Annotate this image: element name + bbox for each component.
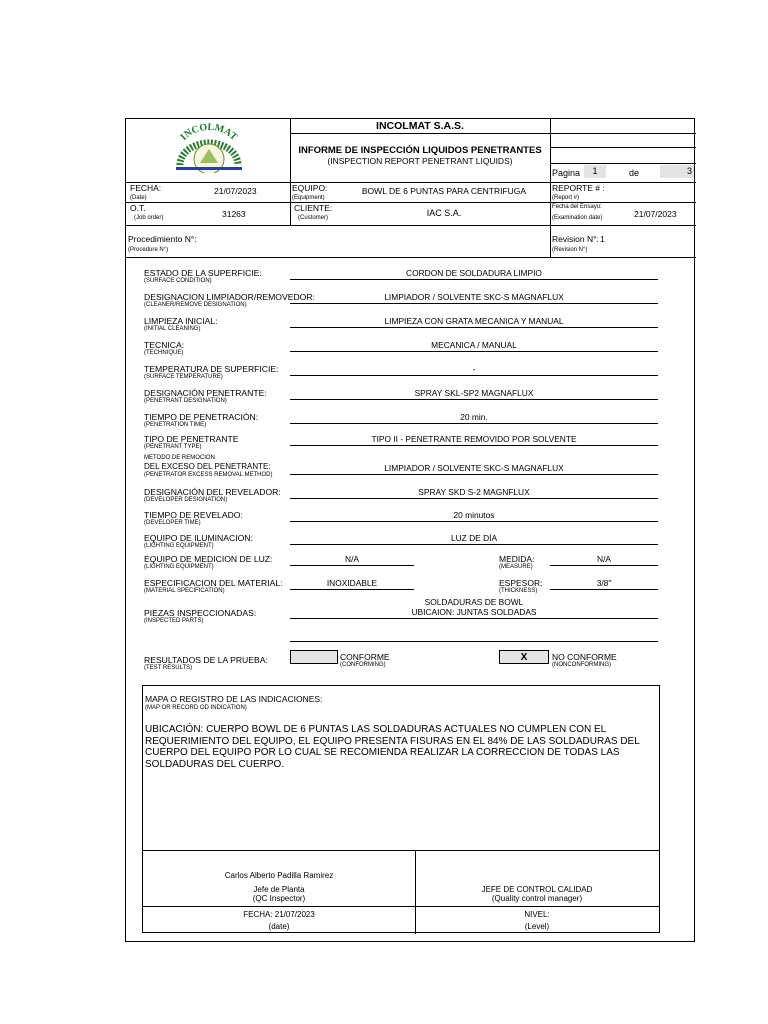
ot-sub: (Job order) [134,215,164,221]
field-label: ESTADO DE LA SUPERFICIE: (SURFACE CONDITION) [144,268,262,284]
equipo-sub: (Equipment) [292,195,325,201]
fecha-ensayo-sub: (Examination date) [552,215,603,221]
fecha-ensayo-label: Fecha del Ensayo: [552,204,602,210]
fecha-label: FECHA: [130,183,162,193]
field-label: LIMPIEZA INICIAL: (INITIAL CLEANING) [144,316,218,332]
mapa-text: UBICACIÓN: CUERPO BOWL DE 6 PUNTAS LAS SOLDADURAS ACTUALES NO CUMPLEN CON EL REQUERIMIENTO DEL EQUIPO, EL EQUIPO PRESENTA FISURAS EN EL 84% DE LAS SOLDADURAS DEL CUERPO DEL EQUIPO POR LO CUAL SE RECOMIENDA REALIZAR LA CORRECCION DE TODAS LAS SOLDADURAS DEL CUERPO. [145,724,640,770]
revision-label: Revision N°: [552,234,599,244]
field-label: EQUIPO DE ILUMINACION: (LIGHTING EQUIPMENT) [144,533,253,549]
field-label: DESIGNACIÓN PENETRANTE: (PENETRANT DESIGNATION) [144,388,267,404]
field-value: CORDON DE SOLDADURA LIMPIO [406,268,542,278]
piezas-label: PIEZAS INSPECCIONADAS: (INSPECTED PARTS) [144,608,257,624]
company-name: INCOLMAT S.A.S. [376,120,464,132]
reporte-sub: (Report #) [552,195,580,201]
field-label: TIEMPO DE PENETRACIÓN: (PENETRATION TIME) [144,412,259,428]
field-value: LIMPIADOR / SOLVENTE SKC-S MAGNAFLUX [384,292,564,302]
no-conforme-checkbox[interactable]: X [499,650,549,664]
report-subtitle: (INSPECTION REPORT PENETRANT LIQUIDS) [327,156,513,166]
reporte-label: REPORTE # : [552,183,605,193]
revision-value: 1 [600,234,605,244]
field-value: MECANICA / MANUAL [431,340,517,350]
nivel-sub: (Level) [524,922,550,931]
field-label: DESIGNACION LIMPIADOR/REMOVEDOR: (CLEANER/REMOVE DESIGNATION) [144,292,315,308]
metodo-label: METODO DE REMOCION DEL EXCESO DEL PENETRANTE: (PENETRATOR EXCESS REMOVAL METHOD) [144,455,273,478]
inspector-role: Jefe de Planta [253,885,305,894]
inspection-report-form [125,118,695,942]
piezas-value-1: SOLDADURAS DE BOWL [424,597,524,607]
incolmat-logo [164,123,254,173]
piezas-value-2: UBICAION: JUNTAS SOLDADAS [411,607,537,617]
mapa-sub: (MAP OR RECORD OD INDICATION) [145,705,247,711]
inspector-role-sub: (QC Inspector) [252,894,306,903]
field-label: TEMPERATURA DE SUPERFICIE: (SURFACE TEMPERATURE) [144,364,279,380]
logo-text: INCOLMAT [178,123,240,143]
luz-value: N/A [345,554,359,564]
field-value: SPRAY SKL-SP2 MAGNAFLUX [414,388,534,398]
field-value: 20 min. [460,412,488,422]
espesor-label: ESPESOR: (THICKNESS) [499,578,543,594]
cliente-label: CLIENTE: [294,203,333,213]
espesor-value: 3/8" [596,578,612,588]
nivel-label: NIVEL: [524,910,550,919]
firma-fecha: FECHA: 21/07/2023 [243,910,315,919]
fecha-ensayo-value: 21/07/2023 [634,209,677,219]
field-label: DESIGNACIÓN DEL REVELADOR: (DEVELOPER DESIGNATION) [144,487,281,503]
field-value: LIMPIEZA CON GRATA MECANICA Y MANUAL [384,316,564,326]
indications-box [142,685,660,933]
ot-value: 31263 [222,209,246,219]
revision-sub: (Revision N°) [552,247,588,253]
equipo-label: EQUIPO: [292,183,328,193]
equipo-value: BOWL DE 6 PUNTAS PARA CENTRIFUGA [361,186,527,196]
ot-label: O.T. [130,203,146,213]
procedimiento-sub: (Procedure N°) [128,247,169,253]
pagina-number: 1 [584,165,606,178]
procedimiento-label: Procedimiento N°: [128,234,197,244]
de-label: de [629,168,640,178]
metodo-value: LIMPIADOR / SOLVENTE SKC-S MAGNAFLUX [384,463,564,473]
material-label: ESPECIFICACION DEL MATERIAL: (MATERIAL SPECIFICATION) [144,578,283,594]
pagina-label: Pagina [552,168,581,178]
luz-label: EQUIPO DE MEDICION DE LUZ: (LIGHTING EQUIPMENT) [144,554,273,570]
fecha-value: 21/07/2023 [214,186,257,196]
firma-fecha-sub: (date) [268,922,290,931]
field-label: TIEMPO DE REVELADO: (DEVELOPER TIME) [144,510,243,526]
field-value: SPRAY SKD S-2 MAGNFLUX [418,487,530,497]
mapa-label: MAPA O REGISTRO DE LAS INDICACIONES: [145,694,323,704]
field-value: 20 minutos [453,510,495,520]
report-title: INFORME DE INSPECCIÓN LIQUIDOS PENETRANTES [298,145,542,156]
resultados-label: RESULTADOS DE LA PRUEBA: (TEST RESULTS) [144,655,268,671]
conforme-label: CONFORME (CONFORMING) [340,652,390,668]
inspector-name: Carlos Alberto Padilla Ramirez [224,871,334,880]
manager-role-sub: (Quality control manager) [491,894,583,903]
field-value: TIPO II - PENETRANTE REMOVIDO POR SOLVENTE [371,434,577,444]
material-value: INOXIDABLE [326,578,378,588]
conforme-checkbox[interactable] [290,650,338,664]
field-label: TECNICA: (TECHNIQUE) [144,340,185,356]
cliente-value: IAC S.A. [426,208,462,218]
field-label: TIPO DE PENETRANTE (PENETRANT TYPE) [144,434,239,450]
manager-role: JEFE DE CONTROL CALIDAD [481,885,593,894]
medida-label: MEDIDA: (MEASURE) [499,554,535,570]
pagina-total: 3 [660,165,694,178]
field-value: - [472,364,476,374]
medida-value: N/A [597,554,611,564]
fecha-sub: (Date) [130,195,147,201]
cliente-sub: (Customer) [298,215,329,221]
field-value: LUZ DE DÍA [450,533,498,543]
no-conforme-label: NO CONFORME (NONCONFORMING) [552,652,617,668]
